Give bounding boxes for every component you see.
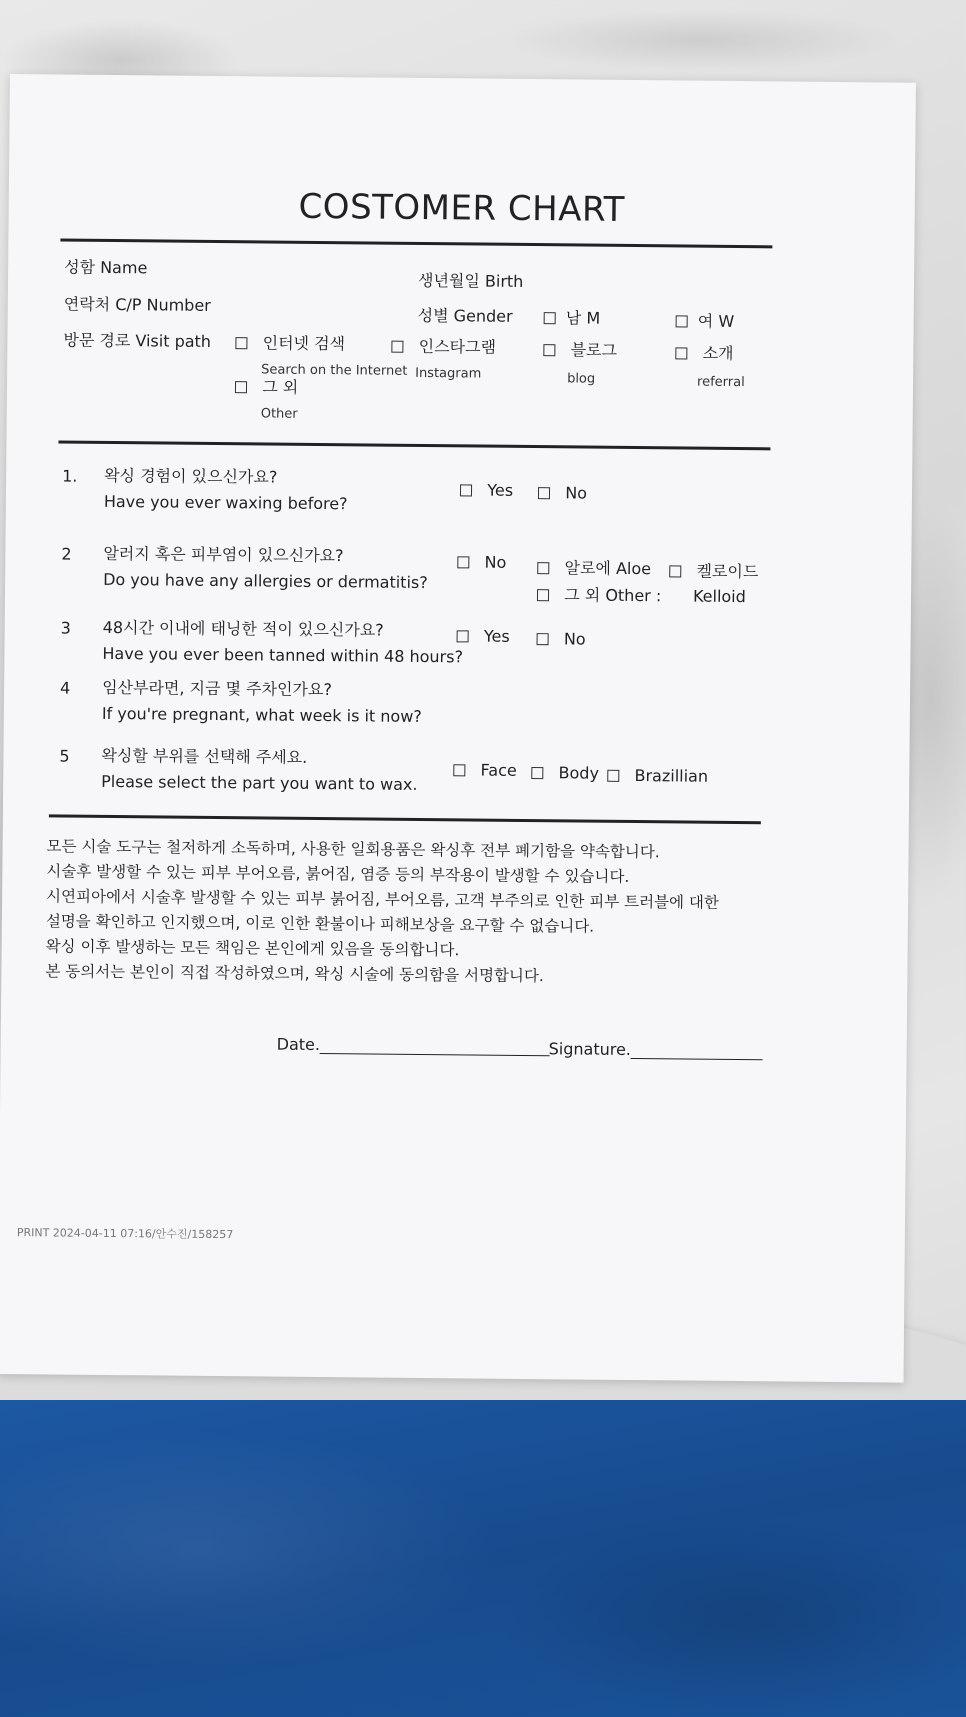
visit-instagram-checkbox[interactable]	[391, 341, 403, 353]
print-stamp: PRINT 2024-04-11 07:16/안수진/158257	[16, 1226, 234, 1242]
question-2-text	[103, 541, 428, 596]
gender-male-option[interactable]	[544, 305, 601, 329]
customer-chart-paper	[0, 74, 916, 1383]
question-4-text	[102, 675, 422, 730]
visit-path-label: 방문 경로 Visit path	[63, 330, 212, 351]
q2-kelloid-checkbox[interactable]	[669, 565, 681, 577]
question-5-korean: 왁싱할 부위를 선택해 주세요.	[101, 745, 308, 767]
q5-face-option[interactable]	[453, 760, 517, 780]
q3-no-checkbox[interactable]	[537, 633, 549, 645]
question-2-english: Do you have any allergies or dermatitis?	[103, 569, 428, 593]
q5-body-label: Body	[558, 763, 600, 783]
gender-male-label: 남 M	[565, 308, 601, 328]
q2-aloe-option[interactable]	[537, 555, 651, 579]
visit-internet-sub: Search on the Internet	[261, 362, 408, 379]
gender-female-checkbox[interactable]	[676, 315, 688, 327]
q3-no-label: No	[563, 629, 586, 649]
visit-referral-option[interactable]	[675, 340, 733, 364]
q1-yes-checkbox[interactable]	[460, 484, 472, 496]
q2-aloe-label: 알로에 Aloe	[564, 558, 652, 579]
question-1-english: Have you ever waxing before?	[103, 491, 348, 514]
q5-body-checkbox[interactable]	[531, 767, 543, 779]
visit-internet-checkbox[interactable]	[235, 337, 247, 349]
name-label: 성함 Name	[64, 257, 148, 278]
question-1-number: 1.	[62, 466, 78, 486]
visit-blog-checkbox[interactable]	[543, 344, 555, 356]
signature-label: Signature.	[548, 1039, 632, 1060]
chart-title: COSTOMER CHART	[298, 186, 626, 230]
q3-no-option[interactable]	[537, 629, 586, 648]
visit-other-checkbox[interactable]	[235, 381, 247, 393]
q2-no-checkbox[interactable]	[457, 556, 469, 568]
q2-aloe-checkbox[interactable]	[537, 562, 549, 574]
question-3-number: 3	[60, 618, 71, 638]
notice-line-1: 모든 시술 도구는 철저하게 소독하며, 사용한 일회용품은 왁싱후 전부 폐기함을 약속합니다.	[46, 837, 660, 862]
q3-yes-label: Yes	[483, 626, 510, 646]
title-divider	[60, 238, 772, 248]
q5-brazillian-option[interactable]	[607, 766, 708, 786]
question-4-number: 4	[60, 678, 71, 698]
visit-blog-option[interactable]	[543, 337, 617, 361]
visit-other-label: 그 외	[262, 377, 299, 397]
visit-instagram-label: 인스타그램	[418, 336, 497, 357]
phone-label: 연락처 C/P Number	[63, 294, 211, 315]
question-5-english: Please select the part you want to wax.	[101, 771, 418, 794]
date-line[interactable]	[320, 1035, 550, 1056]
visit-instagram-sub: Instagram	[415, 365, 482, 382]
visit-blog-label: 블로그	[570, 340, 618, 360]
date-label: Date.	[276, 1034, 321, 1055]
visit-internet-option[interactable]	[235, 330, 345, 354]
q2-kelloid-option[interactable]	[669, 558, 758, 582]
q5-brazillian-label: Brazillian	[634, 766, 709, 786]
birth-label: 생년월일 Birth	[417, 270, 524, 291]
consent-notice	[45, 834, 719, 990]
blue-fabric-background	[0, 1400, 966, 1717]
q2-no-label: No	[484, 552, 507, 572]
q1-yes-label: Yes	[487, 480, 514, 500]
question-2-korean: 알러지 혹은 피부염이 있으신가요?	[103, 543, 344, 566]
visit-instagram-option[interactable]	[391, 334, 496, 358]
question-5-text	[101, 743, 418, 798]
gender-label: 성별 Gender	[417, 305, 513, 326]
q2-no-option[interactable]	[457, 552, 506, 571]
visit-internet-label: 인터넷 검색	[262, 333, 346, 354]
visit-other-option[interactable]	[235, 374, 298, 398]
q2-other-label: 그 외 Other :	[564, 585, 662, 606]
gender-female-option[interactable]	[676, 308, 735, 332]
visit-other-sub: Other	[260, 406, 298, 422]
q1-no-option[interactable]	[538, 483, 587, 502]
notice-line-4: 설명을 확인하고 인지했으며, 이로 인한 환불이나 피해보상을 요구할 수 없습니다.	[45, 912, 595, 936]
signature-line[interactable]	[631, 1040, 763, 1060]
q1-no-label: No	[565, 483, 588, 503]
q5-face-checkbox[interactable]	[453, 764, 465, 776]
notice-line-2: 시술후 발생할 수 있는 피부 부어오름, 붉어짐, 염증 등의 부작용이 발생할 수 있습니다.	[46, 862, 630, 886]
q5-brazillian-checkbox[interactable]	[607, 770, 619, 782]
questions-divider	[49, 814, 761, 824]
visit-referral-label: 소개	[702, 343, 734, 363]
question-3-english: Have you ever been tanned within 48 hours?	[102, 643, 464, 667]
question-4-korean: 임산부라면, 지금 몇 주차인가요?	[102, 677, 332, 700]
notice-line-5: 왁싱 이후 발생하는 모든 책임은 본인에게 있음을 동의합니다.	[45, 937, 460, 960]
q3-yes-checkbox[interactable]	[457, 630, 469, 642]
q5-face-label: Face	[480, 760, 517, 780]
gender-female-label: 여 W	[697, 311, 735, 331]
signature-field[interactable]	[549, 1039, 763, 1060]
q2-other-checkbox[interactable]	[537, 589, 549, 601]
gender-male-checkbox[interactable]	[544, 312, 556, 324]
q2-other-option[interactable]	[537, 582, 661, 606]
q1-yes-option[interactable]	[460, 480, 513, 500]
q3-yes-option[interactable]	[457, 626, 510, 646]
question-4-english: If you're pregnant, what week is it now?	[101, 703, 422, 726]
question-3-korean: 48시간 이내에 태닝한 적이 있으신가요?	[102, 617, 384, 640]
visit-blog-sub: blog	[567, 371, 596, 387]
visit-referral-checkbox[interactable]	[675, 347, 687, 359]
notice-line-6: 본 동의서는 본인이 직접 작성하였으며, 왁싱 시술에 동의함을 서명합니다.	[45, 962, 544, 986]
question-1-text	[104, 463, 348, 517]
q1-no-checkbox[interactable]	[538, 487, 550, 499]
q2-kelloid-english: Kelloid	[692, 586, 746, 607]
q2-kelloid-label: 켈로이드	[696, 561, 759, 582]
notice-line-3: 시연피아에서 시술후 발생할 수 있는 피부 붉어짐, 부어오름, 고객 부주의로 인한 피부 트러블에 대한	[46, 887, 719, 912]
question-2-number: 2	[61, 544, 72, 564]
question-5-number: 5	[59, 746, 70, 766]
info-divider	[58, 440, 770, 450]
q5-body-option[interactable]	[531, 763, 599, 783]
question-1-korean: 왁싱 경험이 있으신가요?	[104, 465, 278, 487]
date-field[interactable]	[277, 1035, 550, 1057]
visit-referral-sub: referral	[697, 374, 745, 391]
question-3-text	[102, 615, 463, 670]
